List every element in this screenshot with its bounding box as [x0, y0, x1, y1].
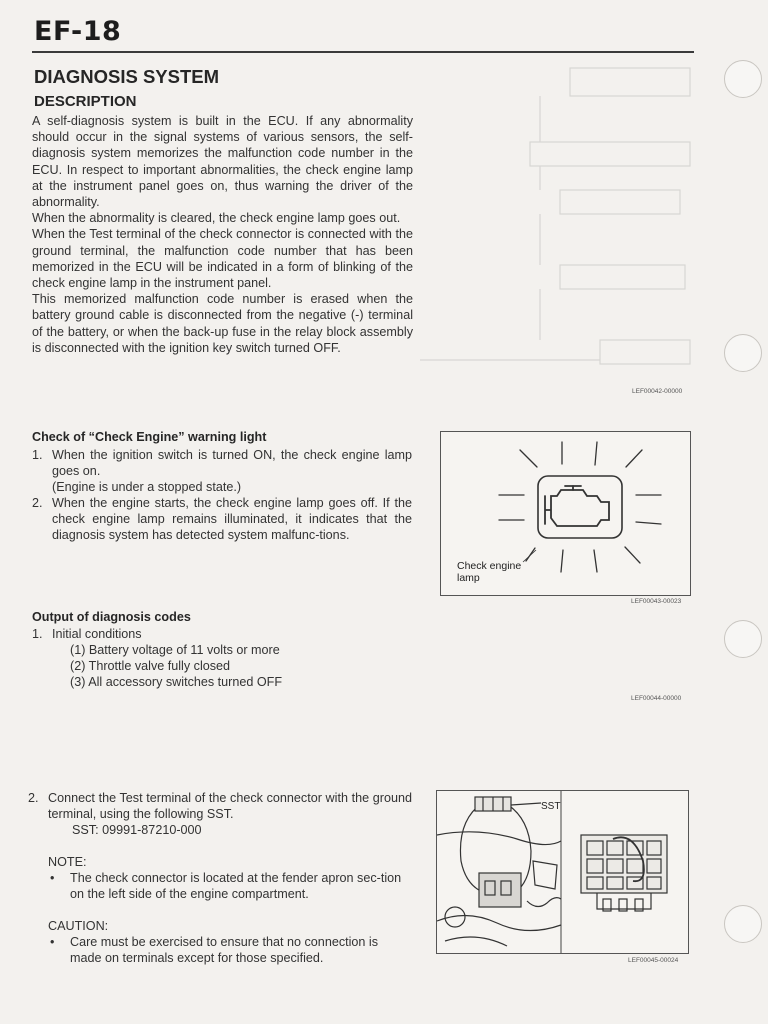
output-codes-list — [32, 626, 412, 690]
condition: (2) Throttle valve fully closed — [70, 659, 231, 673]
figure-code: LEF00043-00023 — [631, 598, 682, 605]
output-codes-heading: Output of diagnosis codes — [32, 610, 191, 624]
caution-text: Care must be exercised to ensure that no connection is made on terminals except for those specified. — [70, 935, 379, 965]
section-subtitle: DESCRIPTION — [34, 93, 137, 110]
list-item — [32, 495, 412, 543]
list-item — [28, 790, 412, 838]
figure-code: LEF00042-00000 — [632, 388, 683, 395]
caution-block — [48, 918, 413, 966]
item-text: Connect the Test terminal of the check connector with the ground terminal, using the following SST. — [48, 791, 412, 821]
note-text: The check connector is located at the fender apron sec-tion on the left side of the engine compartment. — [70, 871, 402, 901]
item-number: 1. — [32, 627, 43, 641]
check-engine-heading: Check of “Check Engine” warning light — [32, 430, 267, 444]
condition: (3) All accessory switches turned OFF — [70, 675, 283, 689]
bullet-icon: • — [50, 935, 55, 949]
bullet-icon: • — [50, 871, 55, 885]
paragraph: When the Test terminal of the check connector is connected with the ground terminal, the malfunction code number that has been memorized in the ECU will be indicated in a form of blinking of the check engine lamp in the instrument panel. — [32, 227, 413, 291]
section-title: DIAGNOSIS SYSTEM — [34, 66, 220, 87]
item-number: 2. — [32, 496, 43, 510]
paragraph: A self-diagnosis system is built in the ECU. If any abnormality should occur in the signal systems of various sensors, the self-diagnosis system memorizes the malfunction code number in the ECU. In respect to important abnormalities, the check engine lamp at the instrument panel goes on, thus warning the driver of the abnormality. — [32, 114, 413, 210]
sst-label: SST — [541, 801, 561, 812]
binder-hole — [724, 620, 762, 658]
item-text: Initial conditions — [52, 627, 142, 641]
figure-code: LEF00044-00000 — [631, 695, 682, 702]
list-item — [32, 626, 412, 690]
note-label: NOTE: — [48, 855, 87, 869]
engine-lamp-icon — [441, 432, 690, 595]
binder-hole — [724, 905, 762, 943]
item-text: When the ignition switch is turned ON, the check engine lamp goes on. — [52, 448, 412, 478]
item-number: 1. — [32, 448, 43, 462]
figure-code: LEF00045-00024 — [628, 957, 679, 964]
binder-hole — [724, 334, 762, 372]
note-bullet — [48, 870, 413, 902]
caution-bullet — [48, 934, 413, 966]
connect-step — [28, 790, 412, 838]
lamp-label-line1: Check engine — [457, 560, 522, 572]
item-note: (Engine is under a stopped state.) — [52, 480, 242, 494]
bleed-through-flowchart — [420, 60, 700, 390]
binder-hole — [724, 60, 762, 98]
condition: (1) Battery voltage of 11 volts or more — [70, 643, 280, 657]
list-item — [32, 447, 412, 495]
header-rule — [32, 51, 694, 53]
lamp-label-line2: lamp — [457, 572, 480, 584]
item-number: 2. — [28, 791, 39, 805]
page-number: EF-18 — [34, 16, 122, 47]
paragraph: This memorized malfunction code number is erased when the battery ground cable is disconnected from the negative (-) terminal of the battery, or when the back-up fuse in the relay block assembly is disconnected with the ignition key switch turned OFF. — [32, 292, 413, 355]
caution-label: CAUTION: — [48, 919, 109, 933]
sst-number: SST: 09991-87210-000 — [72, 823, 202, 837]
item-text: When the engine starts, the check engine lamp goes off. If the check engine lamp remains illuminated, it indicates that the diagnosis system has detected system malfunc-tions. — [52, 496, 412, 542]
check-engine-steps — [32, 447, 412, 543]
paragraph: When the abnormality is cleared, the check engine lamp goes out. — [32, 211, 401, 226]
note-block — [48, 854, 413, 902]
description-text — [32, 113, 413, 356]
check-connector-figure — [436, 790, 689, 954]
check-engine-lamp-figure — [440, 431, 691, 596]
connector-illustration — [437, 791, 688, 953]
